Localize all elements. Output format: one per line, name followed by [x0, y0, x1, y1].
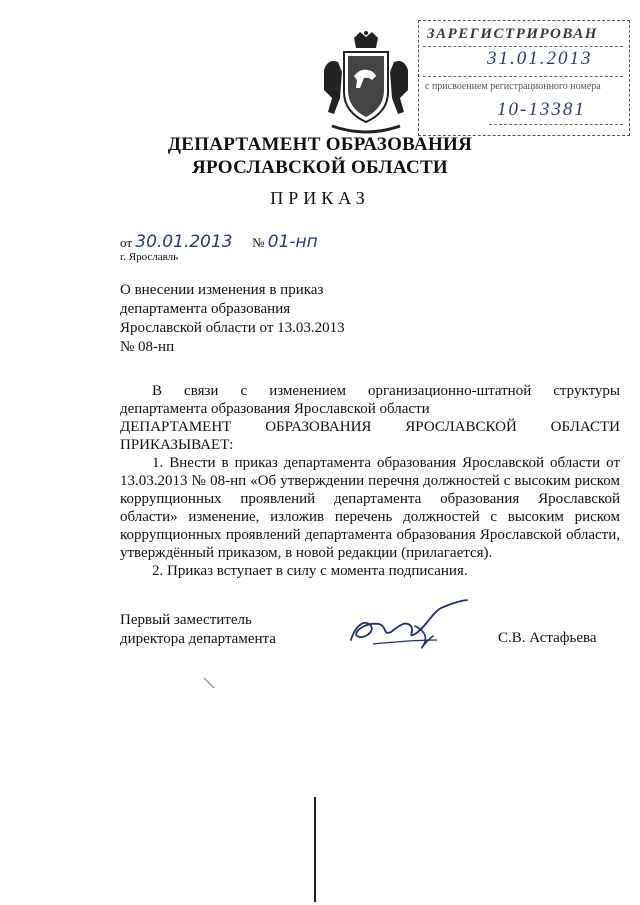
- stamp-title: ЗАРЕГИСТРИРОВАН: [427, 26, 598, 42]
- department-title-line1: ДЕПАРТАМЕНТ ОБРАЗОВАНИЯ: [167, 134, 473, 155]
- document-type: ПРИКАЗ: [270, 188, 370, 208]
- order-item-2: 2. Приказ вступает в силу с момента подписания.: [152, 563, 468, 579]
- department-title-line2: ЯРОСЛАВСКОЙ ОБЛАСТИ: [191, 157, 449, 178]
- signatory-position: [120, 611, 276, 649]
- stamp-subtitle: с присвоением регистрационного номера: [425, 81, 601, 92]
- coat-of-arms-icon: [318, 30, 414, 140]
- number-prefix: №: [252, 235, 265, 250]
- order-city: г. Ярославль: [120, 251, 179, 263]
- fold-line: [314, 797, 316, 902]
- stamp-number: 10-13381: [497, 99, 586, 120]
- position-line1: Первый заместитель: [120, 612, 252, 628]
- subject-line4: № 08-нп: [120, 339, 175, 355]
- order-body: [120, 382, 620, 580]
- order-date: 30.01.2013: [135, 232, 233, 252]
- orders-line2: ПРИКАЗЫВАЕТ:: [120, 437, 234, 453]
- position-line2: директора департамента: [120, 631, 276, 647]
- subject-line1: О внесении изменения в приказ: [120, 282, 324, 298]
- scan-mark-icon: [202, 676, 222, 696]
- order-subject: [120, 281, 420, 357]
- order-number: 01-нп: [267, 232, 318, 252]
- order-item-1: 1. Внести в приказ департамента образования Ярославской области от 13.03.2013 № 08-нп «Об утверждении перечня должностей с высоким риском коррупционных проявлений департамента образования Ярославской области» изменение, изложив перечень должностей с высоким риском коррупционных проявлений департамента образования Ярославской области, утверждённый приказом, в новой редакции (прилагается).: [120, 455, 620, 561]
- stamp-date: 31.01.2013: [487, 48, 593, 69]
- handwritten-signature-icon: [345, 596, 475, 654]
- intro-line1: В связи с изменением организационно-штатной структуры: [152, 383, 620, 399]
- orders-line1: ДЕПАРТАМЕНТ ОБРАЗОВАНИЯ ЯРОСЛАВСКОЙ ОБЛАСТИ: [120, 419, 620, 435]
- date-prefix: от: [120, 235, 133, 250]
- registration-stamp: [418, 20, 630, 136]
- subject-line3: Ярославской области от 13.03.2013: [120, 320, 345, 336]
- department-title: [0, 133, 640, 179]
- order-date-number: [120, 232, 318, 252]
- intro-line2: департамента образования Ярославской области: [120, 401, 430, 417]
- subject-line2: департамента образования: [120, 301, 291, 317]
- signatory-name: С.В. Астафьева: [498, 630, 597, 646]
